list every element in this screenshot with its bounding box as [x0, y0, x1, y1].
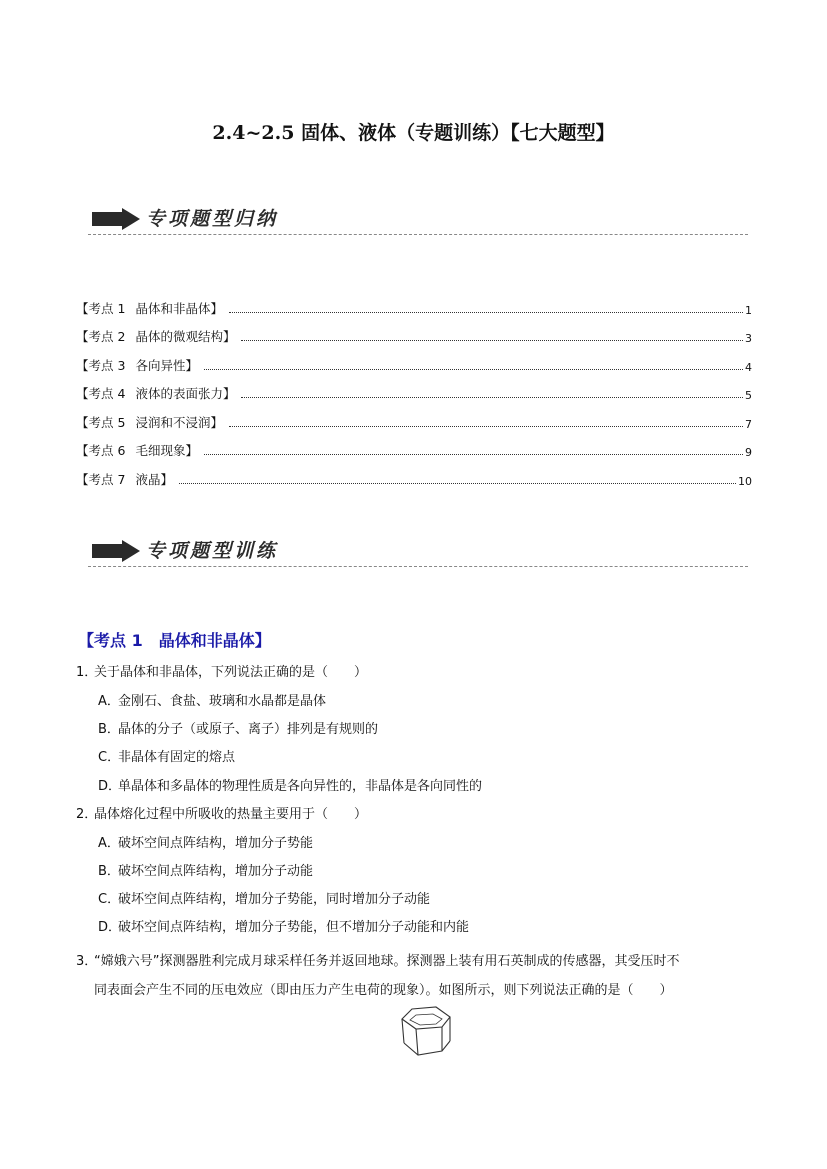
option-key: C．	[98, 750, 121, 765]
option-key: D．	[98, 779, 122, 794]
toc-page-number: 1	[745, 303, 752, 317]
toc-page-number: 10	[738, 474, 752, 488]
question-3	[76, 947, 756, 1005]
option-key: B．	[98, 722, 120, 737]
toc-item-number: 【考点 1	[76, 300, 126, 316]
toc-leader	[241, 397, 743, 398]
option-d[interactable]	[98, 777, 482, 797]
page-title: 2.4~2.5 固体、液体（专题训练）【七大题型】	[212, 122, 615, 144]
toc-item-number: 【考点 6	[76, 443, 126, 458]
section-banner-summary	[88, 200, 748, 240]
option-text: 破坏空间点阵结构，增加分子动能	[118, 864, 314, 879]
toc-item-label: 浸润和不浸润】	[135, 414, 223, 430]
section-heading-label: 晶体和非晶体】	[158, 631, 271, 650]
toc-item[interactable]	[76, 459, 752, 488]
question-text: 关于晶体和非晶体，下列说法正确的是（ ）	[94, 665, 368, 680]
option-text: 非晶体有固定的熔点	[118, 750, 236, 765]
toc-item-label: 液体的表面张力】	[135, 386, 236, 401]
option-key: A．	[98, 836, 120, 851]
banner-divider	[88, 566, 748, 567]
question-2	[76, 805, 367, 825]
toc-leader	[179, 483, 736, 484]
banner-title: 专项题型训练	[146, 540, 279, 562]
option-text: 破坏空间点阵结构，增加分子势能，同时增加分子动能	[118, 892, 431, 907]
toc-item-number: 【考点 5	[76, 414, 126, 430]
option-text: 金刚石、食盐、玻璃和水晶都是晶体	[118, 694, 327, 709]
question-number: 3．	[76, 954, 98, 969]
option-key: B．	[98, 864, 120, 879]
option-key: C．	[98, 892, 121, 907]
toc-item[interactable]	[76, 317, 752, 346]
option-d[interactable]	[98, 918, 469, 938]
option-key: D．	[98, 920, 122, 935]
hexagonal-prism-icon	[398, 1005, 454, 1059]
toc-item-label: 晶体的微观结构】	[135, 329, 236, 344]
toc-leader	[229, 426, 743, 427]
option-c[interactable]	[98, 748, 235, 768]
toc-item-number: 【考点 7	[76, 471, 126, 487]
table-of-contents	[76, 288, 752, 488]
toc-leader	[229, 312, 743, 313]
toc-item[interactable]	[76, 345, 752, 374]
toc-item-number: 【考点 2	[76, 329, 126, 344]
toc-item[interactable]	[76, 402, 752, 431]
toc-item-label: 各向异性】	[135, 357, 198, 373]
toc-item-label: 毛细现象】	[135, 443, 198, 458]
section-banner-training	[88, 532, 748, 572]
toc-item[interactable]	[76, 431, 752, 460]
question-text: 晶体熔化过程中所吸收的热量主要用于（ ）	[94, 807, 368, 822]
banner-title: 专项题型归纳	[146, 208, 279, 230]
arrow-right-icon	[92, 540, 140, 562]
toc-item-number: 【考点 3	[76, 357, 126, 373]
question-number: 2．	[76, 807, 98, 822]
toc-item-number: 【考点 4	[76, 386, 126, 401]
toc-leader	[204, 369, 743, 370]
toc-page-number: 4	[745, 360, 752, 374]
section-heading	[78, 628, 271, 651]
option-b[interactable]	[98, 720, 378, 740]
option-key: A．	[98, 694, 120, 709]
toc-page-number: 7	[745, 417, 752, 431]
question-1	[76, 663, 367, 683]
option-a[interactable]	[98, 834, 313, 854]
option-text: 破坏空间点阵结构，增加分子势能	[118, 836, 314, 851]
question-number: 1．	[76, 665, 98, 680]
question-text-line2: 同表面会产生不同的压电效应（即由压力产生电荷的现象）。如图所示，则下列说法正确的是（ ）	[94, 983, 673, 998]
toc-page-number: 9	[745, 446, 752, 459]
option-c[interactable]	[98, 890, 430, 910]
toc-item-label: 液晶】	[135, 471, 173, 487]
question-text-line1: “嫦娥六号”探测器胜利完成月球采样任务并返回地球。探测器上装有用石英制成的传感器，其受压时不	[94, 954, 680, 969]
toc-page-number: 3	[745, 332, 752, 345]
toc-item[interactable]	[76, 374, 752, 403]
arrow-right-icon	[92, 208, 140, 230]
option-text: 破坏空间点阵结构，增加分子势能，但不增加分子动能和内能	[118, 920, 470, 935]
option-b[interactable]	[98, 862, 313, 882]
toc-page-number: 5	[745, 389, 752, 402]
section-heading-number: 【考点 1	[78, 631, 143, 650]
banner-divider	[88, 234, 748, 235]
option-a[interactable]	[98, 692, 326, 712]
option-text: 晶体的分子（或原子、离子）排列是有规则的	[118, 722, 379, 737]
toc-leader	[204, 454, 743, 455]
toc-item-label: 晶体和非晶体】	[135, 300, 223, 316]
toc-item[interactable]	[76, 288, 752, 317]
toc-leader	[241, 340, 743, 341]
option-text: 单晶体和多晶体的物理性质是各向异性的，非晶体是各向同性的	[118, 779, 483, 794]
